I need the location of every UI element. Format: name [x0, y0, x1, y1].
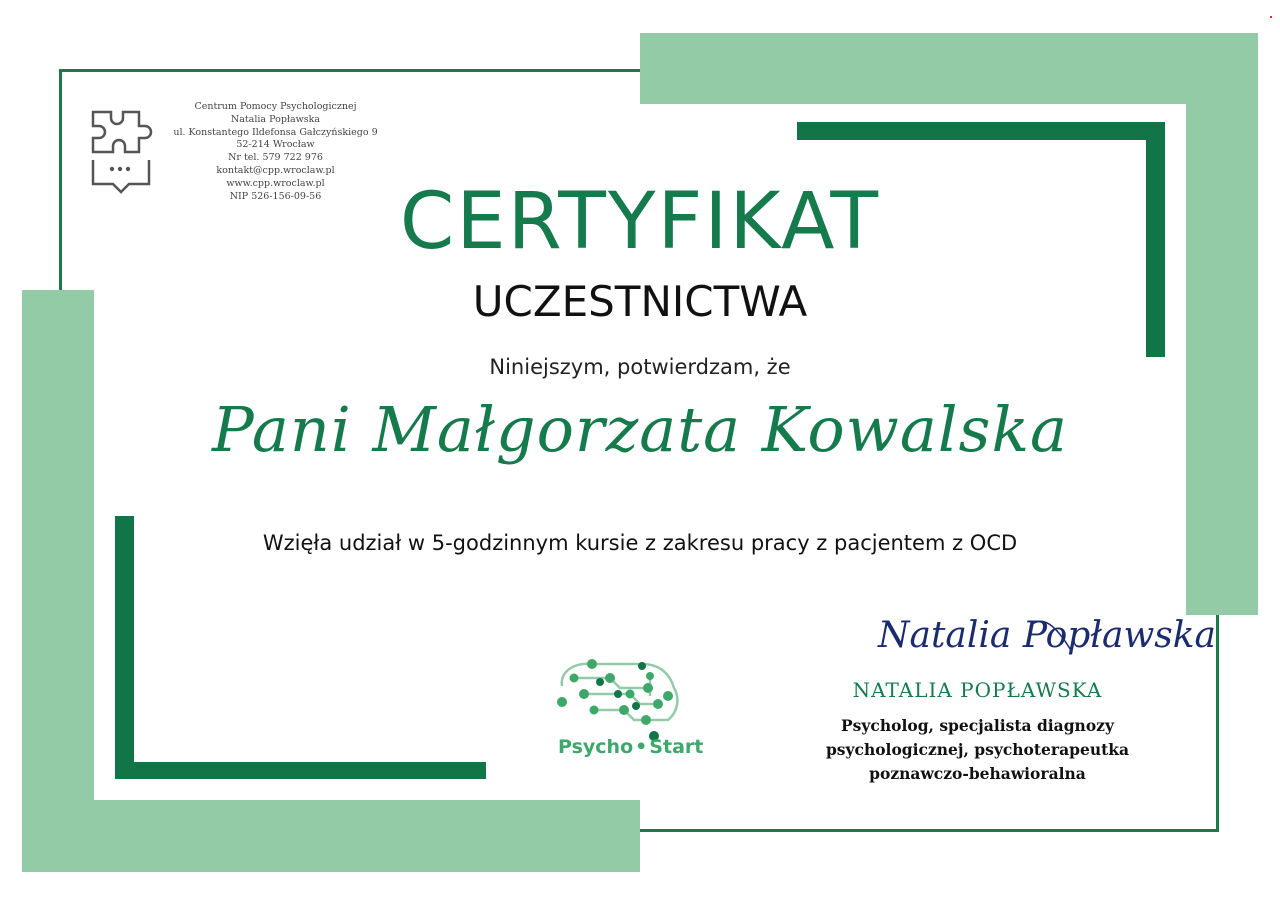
- recipient-name: Pani Małgorzata Kowalska: [212, 393, 1068, 466]
- signer-title-line: psychologicznej, psychoterapeutka: [825, 740, 1130, 759]
- stamp-line: 52-214 Wrocław: [236, 139, 315, 151]
- signature-text: Natalia Popławska: [878, 615, 1217, 656]
- handwritten-signature: [860, 592, 1217, 670]
- logo-word-start: Start: [649, 736, 704, 758]
- stamp-line: NIP 526-156-09-56: [229, 190, 322, 202]
- stamp-line: kontakt@cpp.wroclaw.pl: [216, 164, 335, 176]
- signer-title: [800, 714, 1155, 786]
- confirmation-text: Niniejszym, potwierdzam, że: [489, 355, 791, 379]
- stamp-line: ul. Konstantego Ildefonsa Gałczyńskiego 9: [173, 126, 378, 138]
- stamp-line: Centrum Pomocy Psychologicznej: [194, 101, 357, 112]
- signer-title-line: Psycholog, specjalista diagnozy: [841, 716, 1114, 735]
- bottom-left-dark-bar-horizontal: [115, 762, 486, 779]
- brain-circuit-icon: [550, 656, 735, 736]
- certificate-title: CERTYFIKAT: [399, 177, 881, 267]
- course-description: Wzięła udział w 5-godzinnym kursie z zakresu pracy z pacjentem z OCD: [262, 531, 1018, 555]
- stamp-line: Natalia Popławska: [230, 113, 321, 125]
- logo-dot: •: [635, 736, 648, 758]
- certificate-subtitle: UCZESTNICTWA: [472, 277, 808, 326]
- top-right-dark-bar-horizontal: [797, 122, 1165, 140]
- bottom-left-dark-bar-vertical: [115, 516, 134, 779]
- signer-name: NATALIA POPŁAWSKA: [852, 678, 1103, 702]
- red-dot-mark: [1270, 16, 1272, 18]
- signer-title-line: poznawczo-behawioralna: [869, 764, 1086, 783]
- psycho-start-logo: [550, 656, 735, 766]
- stamp-line: www.cpp.wroclaw.pl: [226, 177, 325, 189]
- stamp-line: Nr tel. 579 722 976: [228, 152, 323, 164]
- logo-word-psycho: Psycho: [558, 736, 634, 758]
- logo-wordmark: [558, 736, 703, 758]
